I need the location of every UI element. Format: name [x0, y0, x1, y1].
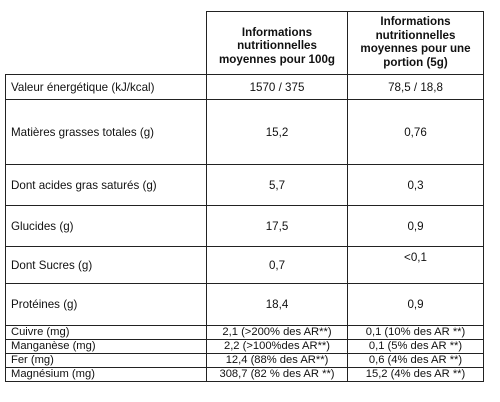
value-per-100g: 12,4 (88% des AR**) [207, 354, 348, 368]
header-per-portion: Informations nutritionnelles moyennes pour une portion (5g) [348, 12, 484, 75]
value-per-portion: 0,6 (4% des AR **) [348, 354, 484, 368]
table-row-carbohydrates [6, 206, 484, 247]
row-label: Magnésium (mg) [6, 368, 207, 382]
value-per-100g: 308,7 (82 % des AR **) [207, 368, 348, 382]
header-empty-cell [6, 12, 207, 75]
value-per-portion: 0,1 (10% des AR **) [348, 326, 484, 340]
row-label: Cuivre (mg) [6, 326, 207, 340]
value-per-portion: 15,2 (4% des AR **) [348, 368, 484, 382]
table-row-sugars [6, 247, 484, 284]
table-row-copper [6, 326, 484, 340]
row-label: Protéines (g) [6, 284, 207, 326]
table-row-fat [6, 100, 484, 165]
row-label: Glucides (g) [6, 206, 207, 247]
row-label: Manganèse (mg) [6, 340, 207, 354]
table-row-energy [6, 75, 484, 100]
value-per-portion: 78,5 / 18,8 [348, 75, 484, 100]
header-per-100g: Informations nutritionnelles moyennes pour 100g [207, 12, 348, 75]
value-per-100g: 1570 / 375 [207, 75, 348, 100]
value-per-portion: 0,9 [348, 206, 484, 247]
row-label: Matières grasses totales (g) [6, 100, 207, 165]
value-per-portion: 0,1 (5% des AR **) [348, 340, 484, 354]
value-per-100g: 15,2 [207, 100, 348, 165]
table-row-magnesium [6, 368, 484, 382]
value-per-portion: 0,9 [348, 284, 484, 326]
value-per-100g: 5,7 [207, 165, 348, 206]
value-per-portion: 0,3 [348, 165, 484, 206]
value-per-100g: 18,4 [207, 284, 348, 326]
value-per-100g: 2,2 (>100%des AR**) [207, 340, 348, 354]
row-label: Dont Sucres (g) [6, 247, 207, 284]
table-row-saturated-fat [6, 165, 484, 206]
table-header-row [6, 12, 484, 75]
value-per-100g: 2,1 (>200% des AR**) [207, 326, 348, 340]
value-per-100g: 0,7 [207, 247, 348, 284]
value-per-portion: <0,1 [348, 247, 484, 284]
row-label: Valeur énergétique (kJ/kcal) [6, 75, 207, 100]
nutrition-facts-table [5, 11, 484, 382]
table-row-iron [6, 354, 484, 368]
row-label: Fer (mg) [6, 354, 207, 368]
table-row-proteins [6, 284, 484, 326]
value-per-100g: 17,5 [207, 206, 348, 247]
value-per-portion: 0,76 [348, 100, 484, 165]
row-label: Dont acides gras saturés (g) [6, 165, 207, 206]
table-row-manganese [6, 340, 484, 354]
